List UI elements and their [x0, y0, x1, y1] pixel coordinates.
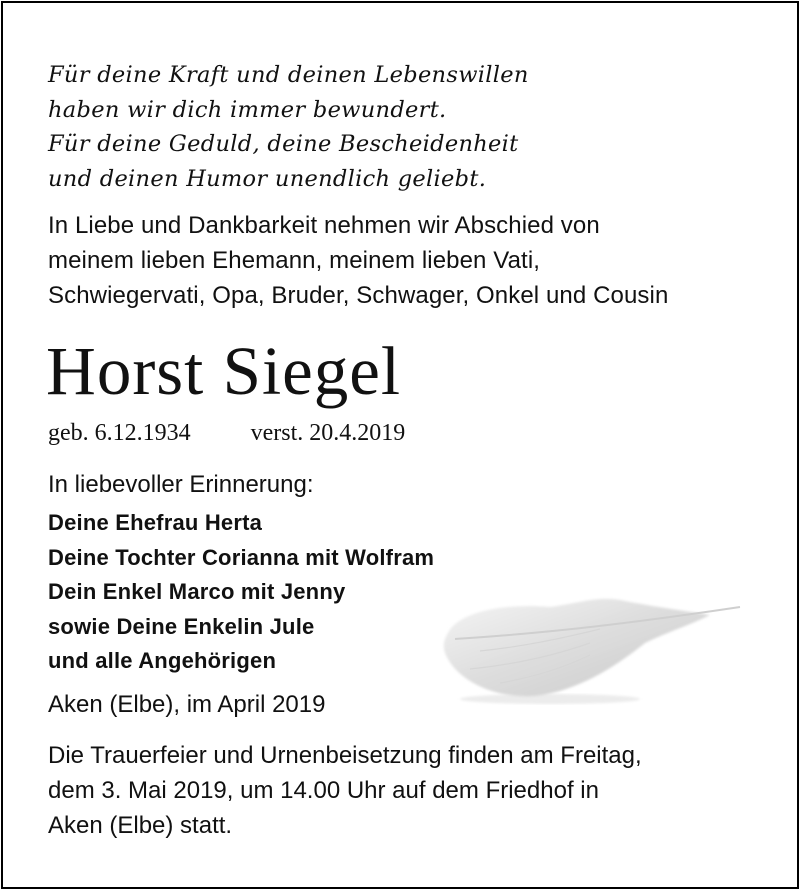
- service-line: Aken (Elbe) statt.: [48, 812, 233, 839]
- mourners-list: [48, 506, 434, 679]
- intro-line: meinem lieben Ehemann, meinem lieben Vati,: [48, 247, 541, 274]
- verse-line: und deinen Humor unendlich geliebt.: [48, 165, 487, 192]
- obituary-frame: [1, 1, 799, 889]
- birth-date: geb. 6.12.1934: [48, 420, 191, 446]
- verse-line: Für deine Kraft und deinen Lebenswillen: [48, 62, 529, 88]
- place-date: Aken (Elbe), im April 2019: [48, 691, 326, 718]
- mourner-line: Deine Ehefrau Herta: [48, 510, 263, 535]
- mourner-line: Dein Enkel Marco mit Jenny: [48, 579, 346, 604]
- death-date: verst. 20.4.2019: [250, 420, 406, 446]
- intro-line: Schwiegervati, Opa, Bruder, Schwager, Onkel und Cousin: [48, 282, 669, 309]
- verse-line: haben wir dich immer bewundert.: [48, 96, 447, 123]
- mourner-line: Deine Tochter Corianna mit Wolfram: [48, 544, 435, 570]
- mourner-line: sowie Deine Enkelin Jule: [48, 613, 315, 639]
- life-dates: [48, 417, 405, 449]
- feather-icon: [440, 581, 745, 706]
- verse-line: Für deine Geduld, deine Bescheidenheit: [48, 131, 519, 157]
- deceased-name: Horst Siegel: [46, 333, 402, 409]
- memorial-verse: [48, 58, 529, 196]
- service-line: dem 3. Mai 2019, um 14.00 Uhr auf dem Friedhof in: [48, 777, 599, 804]
- service-line: Die Trauerfeier und Urnenbeisetzung finden am Freitag,: [48, 742, 642, 769]
- mourner-line: und alle Angehörigen: [48, 648, 277, 673]
- funeral-service-info: [48, 738, 642, 843]
- farewell-intro: [48, 208, 668, 313]
- intro-line: In Liebe und Dankbarkeit nehmen wir Abschied von: [48, 212, 600, 239]
- memory-label: In liebevoller Erinnerung:: [48, 471, 314, 498]
